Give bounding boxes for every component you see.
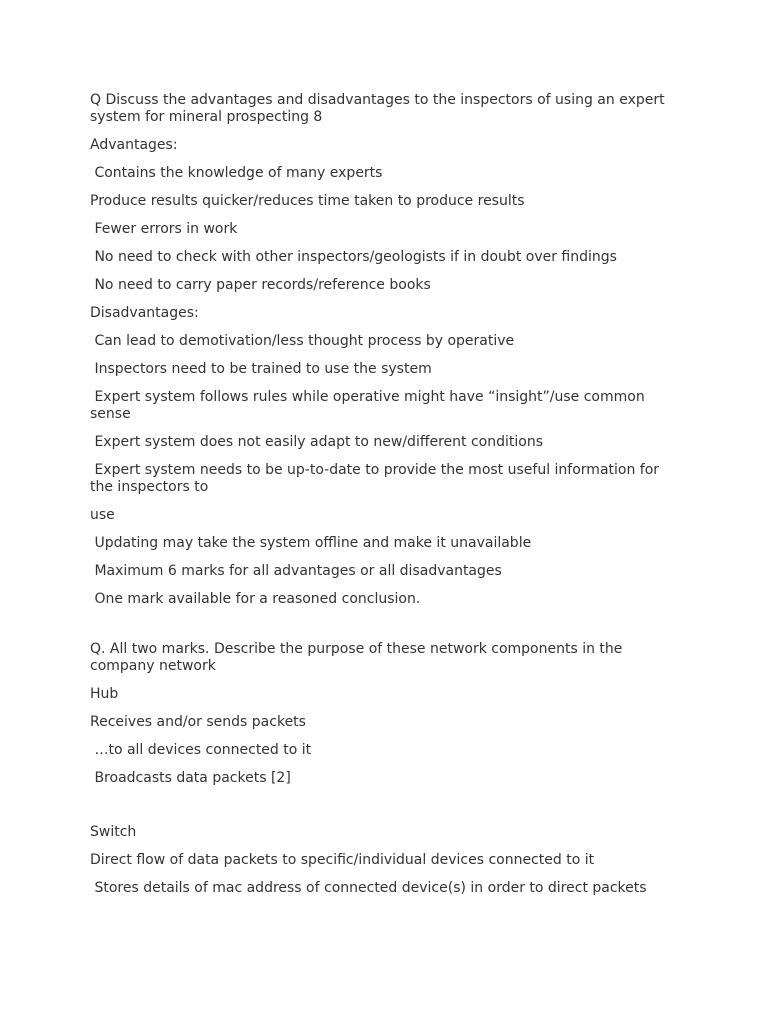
hub-item: Broadcasts data packets [2]: [90, 770, 291, 786]
hub-heading: Hub: [90, 686, 119, 702]
advantage-item: Produce results quicker/reduces time taken to produce results: [90, 193, 525, 209]
disadvantage-item: Inspectors need to be trained to use the system: [90, 361, 432, 377]
disadvantage-item: Expert system follows rules while operative might have “insight”/use common sense: [90, 389, 650, 422]
disadvantage-item: Expert system does not easily adapt to new/different conditions: [90, 434, 543, 450]
advantage-item: No need to carry paper records/reference books: [90, 277, 431, 293]
switch-item: Stores details of mac address of connected device(s) in order to direct packets: [90, 880, 647, 896]
disadvantage-item: Expert system needs to be up-to-date to provide the most useful information for the inspectors to: [90, 462, 664, 495]
advantage-item: Fewer errors in work: [90, 221, 238, 237]
hub-item: …to all devices connected to it: [90, 742, 312, 758]
switch-item: Direct flow of data packets to specific/individual devices connected to it: [90, 852, 595, 868]
hub-item: Receives and/or sends packets: [90, 714, 306, 730]
switch-heading: Switch: [90, 824, 137, 840]
disadvantage-item: Can lead to demotivation/less thought process by operative: [90, 333, 515, 349]
disadvantage-item-continued: use: [90, 507, 115, 523]
marking-note: Maximum 6 marks for all advantages or all disadvantages: [90, 563, 502, 579]
advantages-heading: Advantages:: [90, 137, 178, 153]
question-2-heading: Q. All two marks. Describe the purpose of these network components in the company network: [90, 641, 627, 674]
advantage-item: No need to check with other inspectors/geologists if in doubt over findings: [90, 249, 617, 265]
question-1-heading: Q Discuss the advantages and disadvantages to the inspectors of using an expert system for mineral prospecting 8: [90, 92, 670, 125]
disadvantages-heading: Disadvantages:: [90, 305, 199, 321]
document-body: [90, 92, 680, 908]
marking-note: One mark available for a reasoned conclusion.: [90, 591, 421, 607]
advantage-item: Contains the knowledge of many experts: [90, 165, 383, 181]
disadvantage-item: Updating may take the system offline and make it unavailable: [90, 535, 532, 551]
